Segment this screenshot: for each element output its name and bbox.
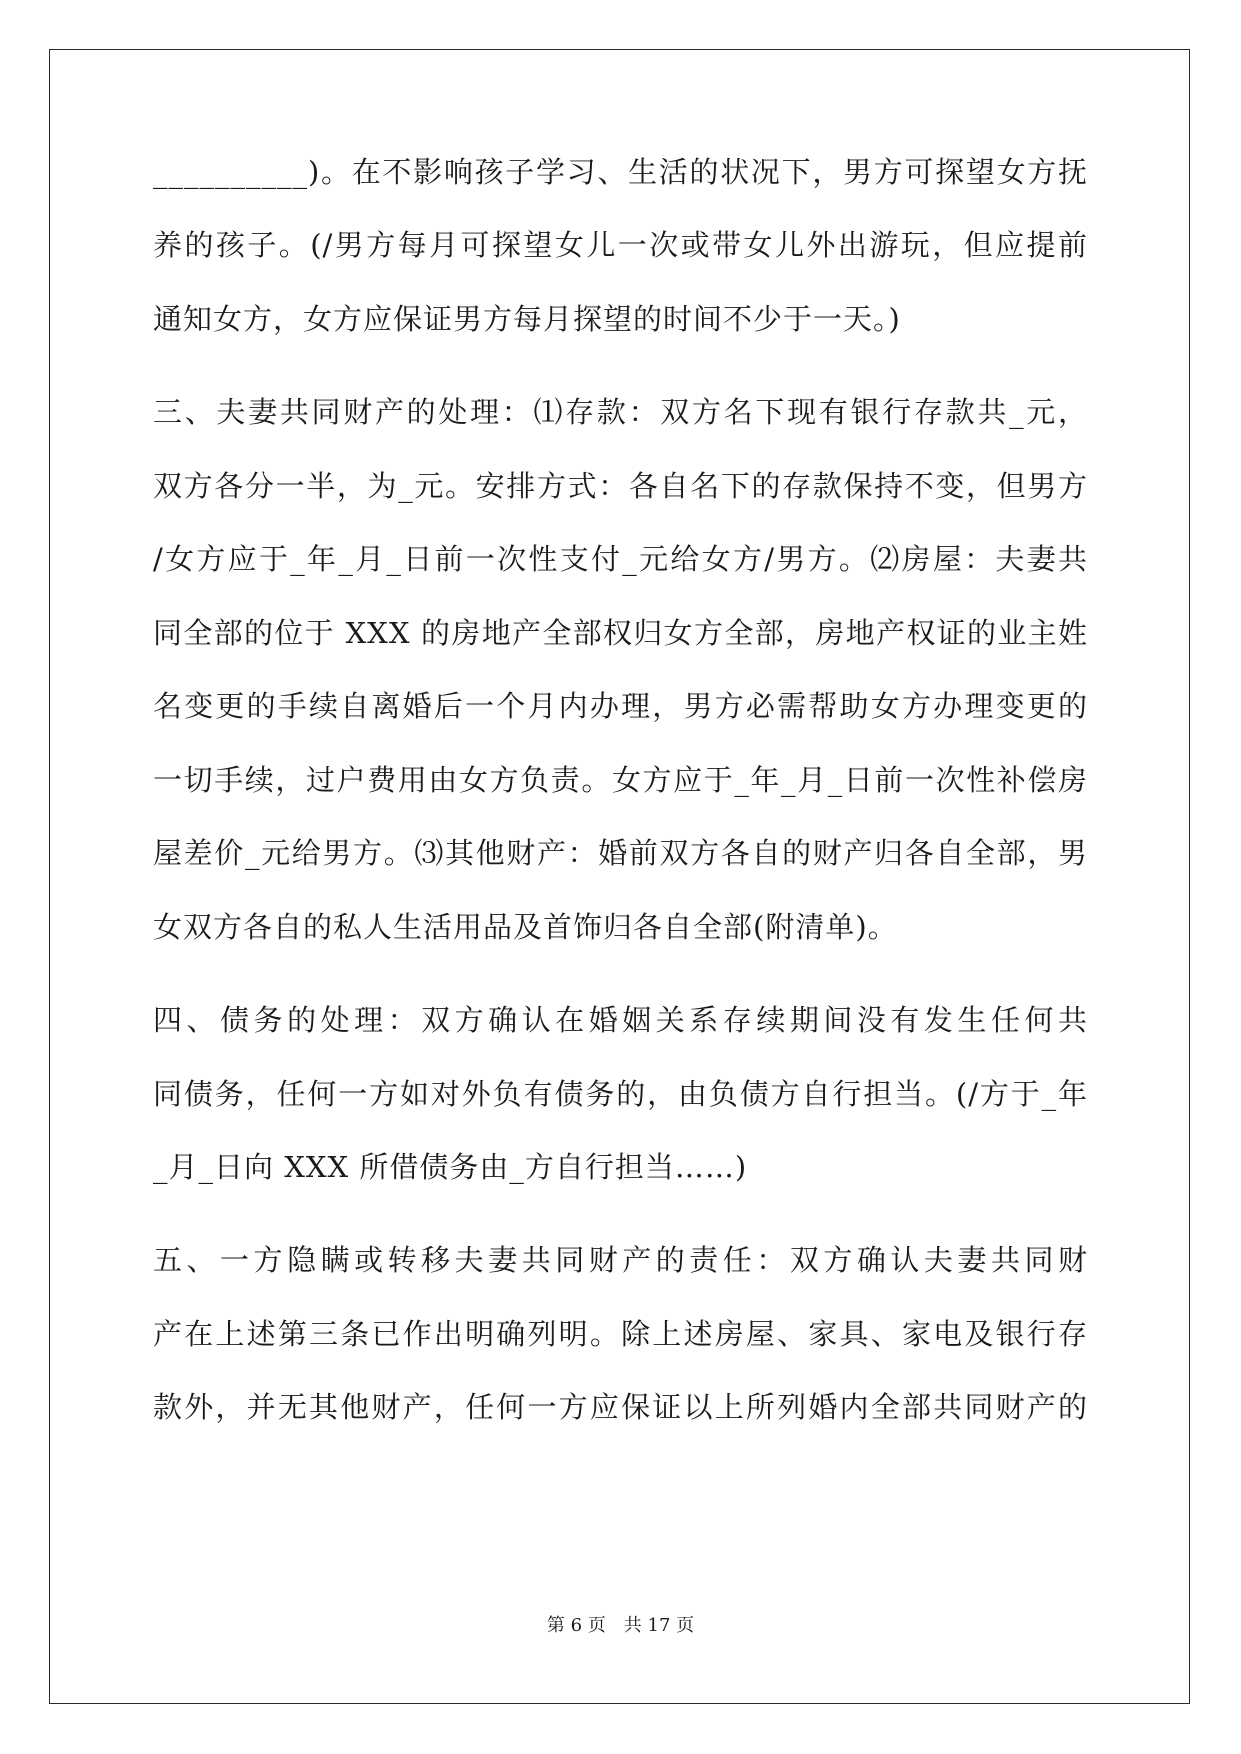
text-line: 三、夫妻共同财产的处理：⑴存款：双方名下现有银行存款共_元，: [153, 395, 1088, 429]
page-number: 第 6 页: [546, 1615, 606, 1636]
text-line: 一切手续，过户费用由女方负责。女方应于_年_月_日前一次性补偿房: [153, 763, 1088, 797]
text-line: /女方应于_年_月_日前一次性支付_元给女方/男方。⑵房屋：夫妻共: [153, 542, 1088, 576]
text-line: 养的孩子。(/男方每月可探望女儿一次或带女儿外出游玩，但应提前: [153, 228, 1088, 262]
page-total: 共 17 页: [623, 1615, 695, 1636]
text-line: 四、债务的处理：双方确认在婚姻关系存续期间没有发生任何共: [153, 1003, 1088, 1037]
text-line: 双方各分一半，为_元。安排方式：各自名下的存款保持不变，但男方: [153, 469, 1088, 503]
text-line: 屋差价_元给男方。⑶其他财产：婚前双方各自的财产归各自全部，男: [153, 836, 1088, 870]
text-line: __________)。在不影响孩子学习、生活的状况下，男方可探望女方抚: [153, 155, 1088, 189]
text-line: 五、一方隐瞒或转移夫妻共同财产的责任：双方确认夫妻共同财: [153, 1243, 1088, 1277]
page-footer: [0, 1614, 1241, 1638]
text-line: 名变更的手续自离婚后一个月内办理，男方必需帮助女方办理变更的: [153, 689, 1088, 723]
text-line: 产在上述第三条已作出明确列明。除上述房屋、家具、家电及银行存: [153, 1317, 1088, 1351]
text-line: 通知女方，女方应保证男方每月探望的时间不少于一天。): [153, 302, 901, 336]
text-line: 女双方各自的私人生活用品及首饰归各自全部(附清单)。: [153, 910, 898, 944]
text-line: 同全部的位于 XXX 的房地产全部权归女方全部，房地产权证的业主姓: [153, 616, 1088, 650]
text-line: 同债务，任何一方如对外负有债务的，由负债方自行担当。(/方于_年: [153, 1077, 1088, 1111]
text-line: 款外，并无其他财产，任何一方应保证以上所列婚内全部共同财产的: [153, 1390, 1088, 1424]
text-line: _月_日向 XXX 所借债务由_方自行担当……): [153, 1150, 748, 1184]
